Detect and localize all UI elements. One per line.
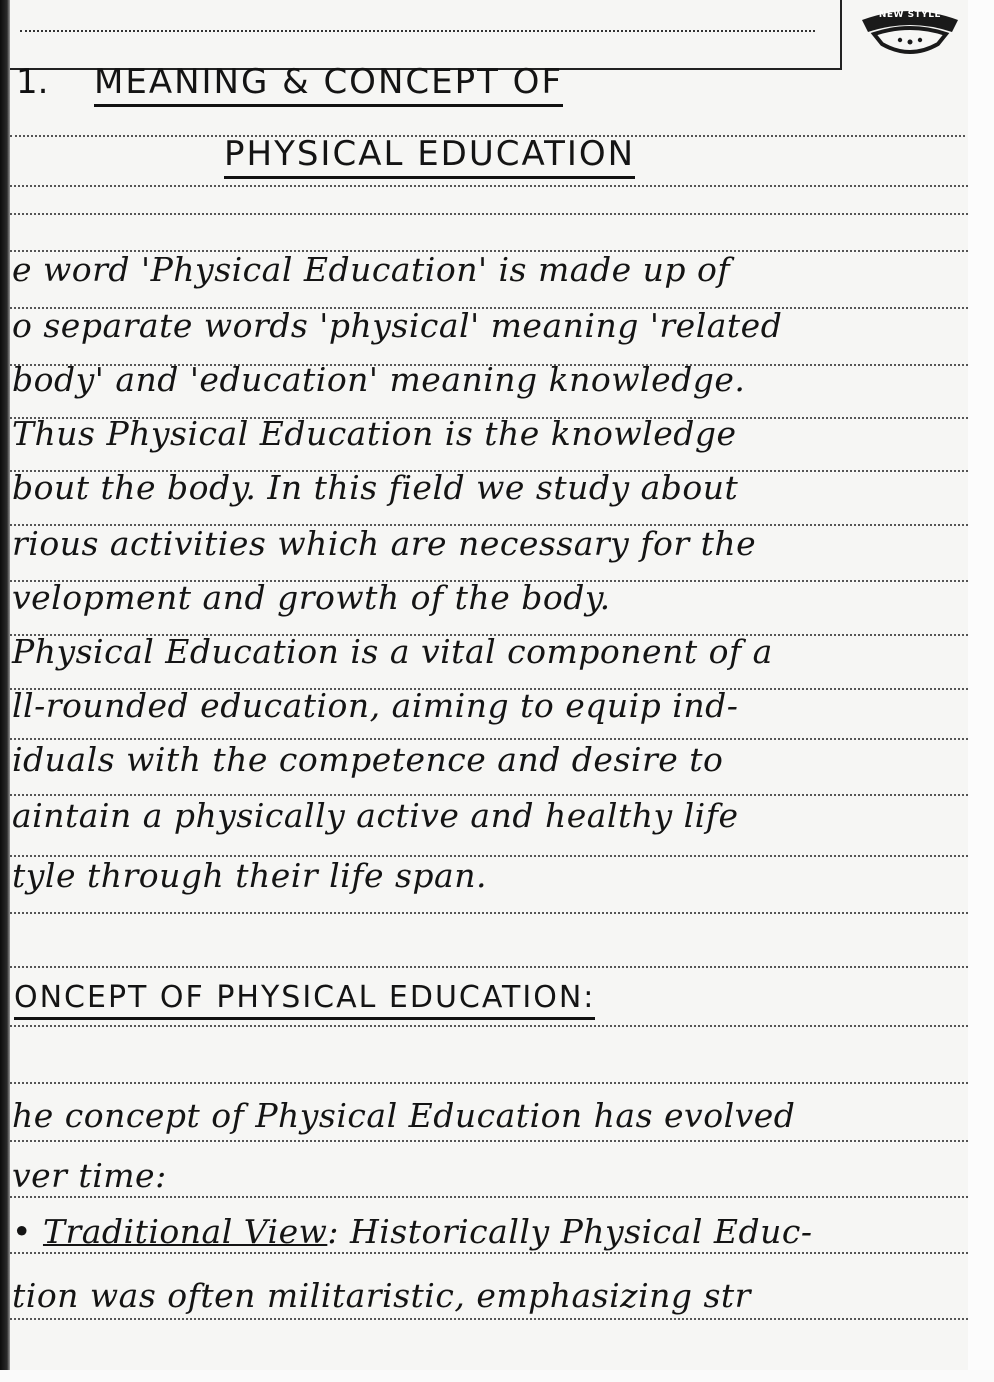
rule-line (10, 1196, 968, 1198)
rule-line (10, 966, 968, 968)
text-line: body' and 'education' meaning knowledge. (12, 360, 746, 399)
page-title-line2: PHYSICAL EDUCATION (224, 134, 635, 174)
text-line: he concept of Physical Education has evolved (12, 1096, 796, 1135)
header-box (10, 0, 842, 70)
text-line: ver time: (12, 1156, 167, 1195)
rule-line (10, 1318, 968, 1320)
text-line: iduals with the competence and desire to (12, 740, 724, 779)
page-title-line1: MEANING & CONCEPT OF (94, 62, 563, 102)
text-line: bout the body. In this field we study about (12, 468, 739, 507)
bullet-item (12, 1212, 812, 1251)
text-line: tyle through their life span. (12, 856, 487, 895)
header-dotted-line (20, 30, 815, 32)
rule-line (10, 1025, 968, 1027)
section-heading: ONCEPT OF PHYSICAL EDUCATION: (14, 980, 595, 1015)
text-line: aintain a physically active and healthy life (12, 796, 739, 835)
bullet-marker: • (12, 1212, 32, 1251)
text-line: e word 'Physical Education' is made up of (12, 250, 731, 289)
text-line: rious activities which are necessary for the (12, 524, 757, 563)
text-line: ll-rounded education, aiming to equip ind- (12, 686, 739, 725)
bullet-title: Traditional View (42, 1212, 328, 1251)
text-line: velopment and growth of the body. (12, 578, 611, 617)
rule-line (10, 1082, 968, 1084)
rule-line (10, 213, 968, 215)
text-line: o separate words 'physical' meaning 'related (12, 306, 783, 345)
text-line: tion was often militaristic, emphasizing str (12, 1276, 751, 1315)
rule-line (10, 185, 968, 187)
page-edge (0, 1370, 994, 1382)
bullet-text: : Historically Physical Educ- (327, 1212, 813, 1251)
logo-text: NEW STYLE (878, 10, 942, 20)
rule-line (10, 1252, 968, 1254)
page-edge (968, 0, 994, 1382)
text-line: Thus Physical Education is the knowledge (12, 414, 737, 453)
text-line: Physical Education is a vital component of a (12, 632, 773, 671)
rule-line (10, 912, 968, 914)
rule-line (10, 1140, 968, 1142)
section-number: 1. (16, 62, 49, 102)
page-spine (0, 0, 10, 1382)
